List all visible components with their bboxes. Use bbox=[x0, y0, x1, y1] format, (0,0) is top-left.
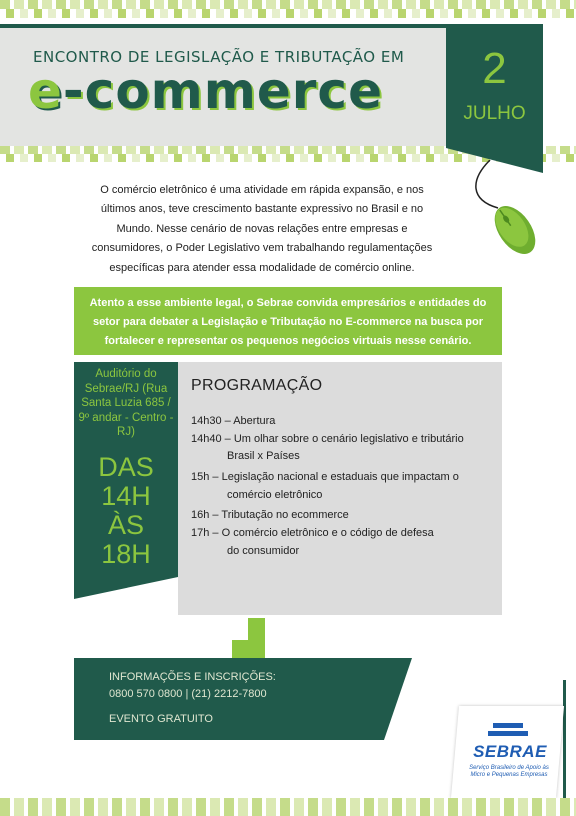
program-title: PROGRAMAÇÃO bbox=[191, 377, 323, 394]
intro-paragraph: O comércio eletrônico é uma atividade em rápida expansão, e nos últimos anos, teve crescimento bastante expressivo no Brasil e no Mundo. Nesse cenário de novas relações entre empresas e consumidores, o Poder Legislativo vem trabalhando regulamentações específicas para atender essa modalidade de comércio online. bbox=[91, 184, 433, 274]
decorative-bar bbox=[232, 640, 265, 658]
date-month: JULHO bbox=[463, 103, 526, 124]
sebrae-logo-icon bbox=[483, 723, 533, 739]
hours-line-4: 18H bbox=[101, 539, 151, 569]
program-item-continuation: do consumidor bbox=[227, 545, 300, 557]
info-phones[interactable]: 0800 570 0800 | (21) 2212-7800 bbox=[109, 688, 267, 700]
highlight-text: Atento a esse ambiente legal, o Sebrae convida empresários e entidades do setor para debater a Legislação e Tributação no E-commerce na busca por fortalecer e representar os pequenos negócios virtuais nesse cenário. bbox=[89, 297, 487, 347]
ecommerce-wordmark bbox=[28, 62, 383, 120]
date-day: 2 bbox=[482, 44, 507, 93]
program-item-continuation: Brasil x Países bbox=[227, 450, 300, 462]
pixel-pattern-top-overlay bbox=[0, 9, 576, 18]
wordmark-rest: -commerce bbox=[62, 62, 383, 120]
sebrae-logo-text: SEBRAE bbox=[473, 742, 547, 761]
program-item: 16h – Tributação no ecommerce bbox=[191, 509, 349, 521]
program-item: 14h40 – Um olhar sobre o cenário legislativo e tributário bbox=[191, 433, 464, 445]
info-panel-tail bbox=[384, 658, 412, 740]
hours-line-1: DAS bbox=[98, 452, 154, 482]
decorative-line bbox=[563, 680, 566, 798]
program-item-continuation: comércio eletrônico bbox=[227, 489, 323, 501]
wordmark-e: e bbox=[28, 62, 63, 120]
computer-mouse-icon bbox=[470, 160, 560, 270]
venue-panel-tail bbox=[74, 577, 178, 599]
sebrae-logo-subtitle: Serviço Brasileiro de Apoio às Micro e Pequenas Empresas bbox=[469, 765, 549, 778]
info-heading: INFORMAÇÕES E INSCRIÇÕES: bbox=[109, 671, 276, 683]
event-hours bbox=[78, 453, 174, 569]
hours-line-3: ÀS bbox=[107, 510, 145, 540]
program-item: 14h30 – Abertura bbox=[191, 415, 276, 427]
event-title: ENCONTRO DE LEGISLAÇÃO E TRIBUTAÇÃO EM bbox=[33, 48, 405, 66]
program-item: 15h – Legislação nacional e estaduais que impactam o bbox=[191, 471, 459, 483]
pixel-pattern-bottom bbox=[0, 798, 576, 816]
info-free-event: EVENTO GRATUITO bbox=[109, 713, 213, 725]
venue-address: Auditório do Sebrae/RJ (Rua Santa Luzia 685 / 9º andar - Centro - RJ) bbox=[78, 368, 174, 438]
hours-line-2: 14H bbox=[101, 481, 151, 511]
program-item: 17h – O comércio eletrônico e o código de defesa bbox=[191, 527, 434, 539]
